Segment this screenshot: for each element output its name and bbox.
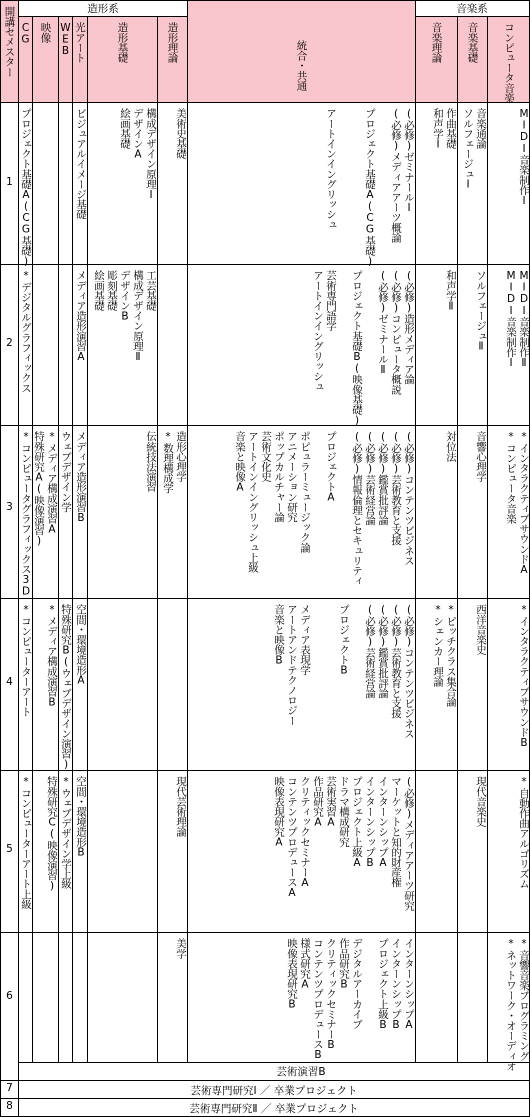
cell-zokei-riron bbox=[158, 598, 187, 770]
header-zokei-riron: 造形理論 bbox=[166, 22, 179, 63]
cell-eizo: 特殊研究C(映像演習) bbox=[46, 776, 58, 892]
cell-togo: (必修)コンテンツビジネス (必修)芸術教育と支援 (必修)鑑賞批評論 (必修)芸術経営論 (必修)情報倫理とセキュリティ プロジェクトA ポピュラーミュージック論 アニメーション研究 ポップカルチャー論 芸術文化史 アートインイングリッシュ上級 音楽と映像A bbox=[234, 431, 415, 586]
cell-eizo bbox=[33, 932, 58, 1080]
semester-number: 8 bbox=[6, 1100, 13, 1112]
header-semester: 開講セメスター bbox=[3, 6, 16, 77]
cell-ongaku-riron: 対位法 bbox=[445, 431, 457, 462]
header-cg: CG bbox=[19, 22, 32, 46]
cell-togo: (必修)メディアアーツ研究 マーケットと知的財産権 インターンシップA インターンシップB プロジェクト上級A ドラマ構成研究 芸術実習A 作品研究A クリティックセミナーA コンテンツプロデュースA 映像表現研究A bbox=[273, 776, 415, 911]
cell-computer-ongaku: *音響音楽プログラミング *ネットワーク・オーディオ bbox=[505, 938, 530, 1071]
cell-computer-ongaku: *自動作曲アルゴリズム bbox=[518, 776, 530, 889]
cell-ongaku-riron bbox=[416, 932, 457, 1080]
semester-number: 5 bbox=[6, 843, 13, 855]
cell-togo: (必修)ゼミナールⅠ (必修)メディアアーツ概論 プロジェクト基礎A(CG基礎) アートインイングリッシュ bbox=[325, 108, 415, 268]
cell-zokei-kiso: 伝統技法演習 bbox=[145, 431, 157, 492]
cell-computer-ongaku: MIDI音楽制作Ⅱ MIDI音楽制作Ⅰ bbox=[505, 270, 530, 369]
header-hikari: 光アート bbox=[74, 22, 86, 63]
cell-togo: (必修)コンテンツビジネス (必修)芸術教育と支援 (必修)鑑賞批評論 (必修)芸術経営論 プロジェクトB メディア表現学 アートアンドテクノロジー 音楽と映像B bbox=[273, 604, 415, 739]
semester-number: 4 bbox=[6, 676, 13, 688]
cell-eizo: *メディア構成演習B bbox=[46, 604, 58, 709]
cell-cg: *コンピュータグラフィックス3D bbox=[20, 431, 32, 598]
cell-ongaku-riron: 和声学Ⅱ bbox=[445, 270, 457, 312]
header-zokei-kiso: 造形基礎 bbox=[116, 22, 129, 63]
cell-web: ウェブデザイン学 bbox=[60, 431, 72, 512]
cell-computer-ongaku: *インタラクティブサウンドA *コンピュータ音楽 bbox=[505, 431, 530, 576]
cell-hikari: メディア造形演習B bbox=[75, 431, 87, 524]
cell-ongaku-kiso: ソルフェージュⅡ bbox=[475, 270, 487, 353]
cell-web bbox=[59, 264, 72, 425]
cell-zokei-riron: 美術史基礎 bbox=[175, 108, 187, 159]
cell-ongaku-kiso bbox=[458, 932, 487, 1080]
cell-cg: *コンピューターアート bbox=[20, 604, 32, 717]
header-web: WEB bbox=[59, 22, 72, 57]
cell-zokei-kiso bbox=[88, 598, 157, 770]
header-ongaku-riron: 音楽理論 bbox=[430, 22, 443, 63]
cell-eizo bbox=[33, 264, 58, 425]
cell-cg bbox=[19, 932, 32, 1080]
cell-ongaku-kiso: 西洋音楽史 bbox=[475, 604, 487, 655]
cell-zokei-kiso bbox=[88, 932, 157, 1080]
cell-hikari: 空間・環境造形A bbox=[75, 604, 87, 687]
cell-ongaku-kiso: 音響心理学 bbox=[475, 431, 487, 482]
cell-hikari: ビジュアルイメージ基礎 bbox=[75, 108, 87, 220]
cell-hikari: 空間・環境造形B bbox=[75, 776, 87, 859]
header-ongaku-kiso: 音楽基礎 bbox=[466, 22, 479, 63]
cell-hikari bbox=[73, 932, 87, 1080]
cell-computer-ongaku: MIDI音楽制作Ⅰ bbox=[518, 108, 530, 207]
cell-togo: インターンシップA インターンシップB プロジェクト上級B デジタルアーカイブ 作品研究B クリティックセミナーB コンテンツプロデュースB 様式研究A 映像表現研究B bbox=[286, 938, 415, 1061]
row8-span-label: 芸術専門研究Ⅱ ／ 卒業プロジェクト bbox=[189, 1103, 359, 1115]
cell-zokei-riron: 造形心理学 *数理構成学 bbox=[162, 431, 187, 494]
header-eizo: 映像 bbox=[39, 22, 52, 43]
cell-ongaku-kiso: 現代音楽史 bbox=[475, 776, 487, 827]
cell-web bbox=[59, 932, 72, 1080]
cell-zokei-kiso: 構成デザイン原理Ⅰ デザインA 絵画基礎 bbox=[119, 108, 157, 201]
cell-zokei-kiso bbox=[88, 770, 157, 932]
category-zokei: 造形系 bbox=[87, 3, 119, 15]
semester-number: 1 bbox=[6, 176, 13, 188]
cell-zokei-kiso: 工芸基礎 構成デザイン原理Ⅱ デザインB 彫刻基礎 絵画基礎 bbox=[93, 270, 157, 363]
header-togo: 統合・共通 bbox=[295, 40, 308, 91]
semester-number: 2 bbox=[6, 337, 13, 349]
row6-span-label: 芸術演習B bbox=[276, 1066, 326, 1078]
cell-zokei-riron: 美学 bbox=[175, 938, 187, 959]
row7-span-label: 芸術専門研究Ⅰ ／ 卒業プロジェクト bbox=[190, 1085, 358, 1097]
cell-cg: プロジェクト基礎A(CG基礎) bbox=[20, 108, 32, 268]
cell-ongaku-riron bbox=[416, 770, 457, 932]
cell-zokei-riron bbox=[158, 264, 187, 425]
cell-computer-ongaku: *インタラクティブサウンドB bbox=[518, 604, 530, 749]
semester-number: 3 bbox=[6, 501, 13, 513]
cell-web: *ウェブデザイン学上級 bbox=[60, 776, 72, 889]
semester-number: 7 bbox=[6, 1082, 13, 1094]
cell-web: 特殊研究B(ウェブデザイン演習) bbox=[60, 604, 72, 771]
cell-eizo bbox=[33, 102, 58, 264]
semester-number: 6 bbox=[6, 990, 13, 1002]
cell-ongaku-riron: *ピッチクラス集合論 *シェンカー理論 bbox=[432, 604, 457, 707]
cell-zokei-riron: 現代芸術理論 bbox=[175, 776, 187, 837]
cell-togo: (必修)造形メディア論 (必修)コンピュータ概説 (必修)ゼミナールⅡ プロジェクト基礎B(映像基礎) 芸術専門語学 アートインイングリッシュ bbox=[312, 270, 415, 427]
cell-web bbox=[59, 102, 72, 264]
cell-ongaku-riron: 作曲基礎 和声学Ⅰ bbox=[432, 108, 457, 150]
cell-hikari: メディア造形演習A bbox=[75, 270, 87, 363]
cell-ongaku-kiso: 音楽通論 ソルフェージュⅠ bbox=[462, 108, 487, 191]
cell-cg: *デジタルグラフィックス bbox=[20, 270, 32, 393]
cell-eizo: *メディア構成演習A 特殊研究A(映像演習) bbox=[33, 431, 58, 547]
header-computer-ongaku: コンピュータ音楽 bbox=[503, 22, 515, 103]
cell-cg: *コンピューターアート上級 bbox=[20, 776, 32, 909]
category-ongaku: 音楽系 bbox=[456, 3, 488, 15]
